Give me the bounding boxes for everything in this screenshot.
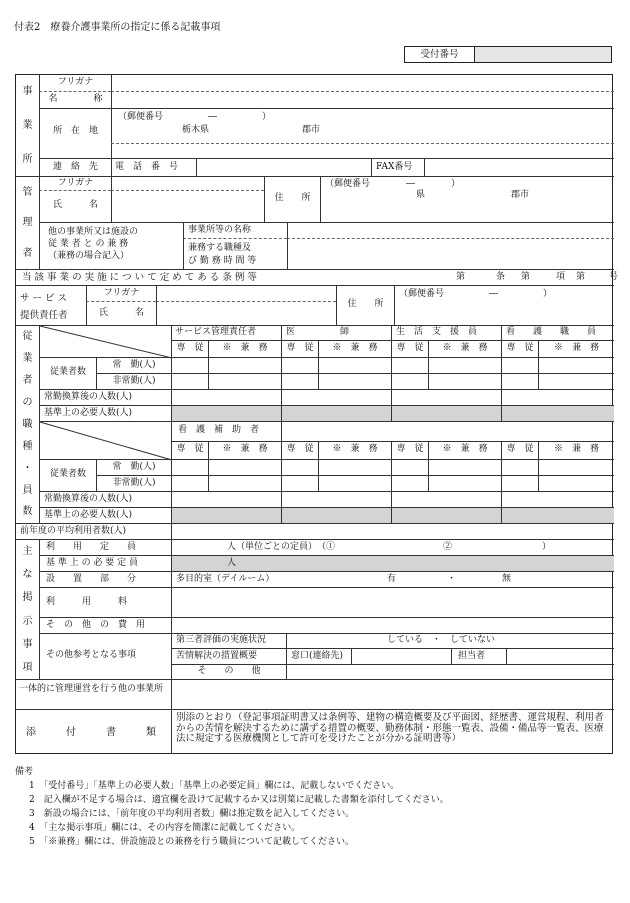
receipt-number bbox=[404, 46, 612, 63]
role-life-support: 生 活 支 援 員 bbox=[391, 325, 501, 340]
page-title: 付表2 療養介護事業所の指定に係る記載事項 bbox=[14, 22, 221, 33]
other-label: そ の 他 bbox=[171, 664, 286, 679]
main-char: 示 bbox=[22, 615, 33, 627]
na-full-label: 専 従 bbox=[171, 441, 208, 459]
role-nurse: 看 護 職 員 bbox=[501, 325, 614, 340]
count-cell[interactable] bbox=[501, 459, 538, 475]
converted-cell[interactable] bbox=[171, 389, 281, 405]
integrated-label: 一体的に管理運営を行う他の事業所 bbox=[16, 679, 171, 709]
option-dot: ・ bbox=[447, 574, 457, 584]
count-cell[interactable] bbox=[501, 373, 538, 389]
facility-field[interactable] bbox=[171, 571, 614, 587]
fulltime-label: 常 勤(人) bbox=[96, 357, 171, 373]
main-char: 事 bbox=[22, 638, 33, 650]
manager-city: 郡市 bbox=[511, 190, 530, 200]
count-cell[interactable] bbox=[171, 373, 208, 389]
ls-part-label: ※ 兼 務 bbox=[428, 340, 501, 357]
count-cell[interactable] bbox=[501, 357, 538, 373]
other-field[interactable] bbox=[286, 664, 614, 679]
window-field[interactable] bbox=[351, 648, 451, 664]
office-name-field[interactable] bbox=[111, 91, 614, 108]
count-cell[interactable] bbox=[391, 475, 428, 491]
ls-full-label: 専 従 bbox=[391, 340, 428, 357]
count-cell[interactable] bbox=[171, 357, 208, 373]
staff-header-corner-2 bbox=[39, 421, 171, 459]
staff-char: 者 bbox=[22, 375, 33, 387]
required-cell bbox=[501, 405, 614, 421]
converted-cell[interactable] bbox=[171, 491, 281, 507]
average-users-field[interactable] bbox=[171, 523, 614, 539]
office-address-label: 所 在 地 bbox=[39, 108, 111, 158]
manager-section-label bbox=[16, 176, 39, 269]
reg-text: 号 bbox=[609, 272, 619, 282]
capacity-label: 利 用 定 員 bbox=[39, 539, 171, 555]
count-cell[interactable] bbox=[281, 459, 318, 475]
office-postal: （郵便番号 ― ） bbox=[118, 112, 272, 122]
text-line: 従 業 者 と の 兼 務 bbox=[48, 239, 129, 249]
reg-text: 第 bbox=[576, 272, 586, 282]
main-char: 掲 bbox=[22, 592, 33, 604]
converted-cell[interactable] bbox=[391, 389, 501, 405]
reg-text: 第 bbox=[456, 272, 466, 282]
count-cell[interactable] bbox=[208, 475, 281, 491]
note-item: 2 記入欄が不足する場合は、適宜欄を設けて記載するか又は別葉に記載した書類を添付してください。 bbox=[29, 795, 449, 805]
std-capacity-field: 人 bbox=[171, 555, 614, 571]
converted-cell[interactable] bbox=[501, 491, 614, 507]
sm-part-label: ※ 兼 務 bbox=[208, 340, 281, 357]
manager-char: 管 bbox=[22, 186, 33, 198]
reg-text: 第 bbox=[521, 272, 531, 282]
other-fee-field[interactable] bbox=[171, 617, 614, 633]
staff-header-corner bbox=[39, 325, 171, 357]
count-cell[interactable] bbox=[538, 475, 614, 491]
count-cell[interactable] bbox=[281, 373, 318, 389]
manager-concurrent-job-field[interactable] bbox=[287, 238, 614, 269]
converted-cell[interactable] bbox=[281, 389, 391, 405]
manager-concurrent-name-label: 事業所等の名称 bbox=[183, 222, 287, 238]
other-ref-label: その他参考となる事項 bbox=[39, 633, 171, 679]
option-has[interactable]: 有 bbox=[387, 574, 397, 584]
required-label: 基準上の必要人数(人) bbox=[39, 405, 171, 421]
staff-char: 職 bbox=[22, 418, 33, 430]
sm-furigana-label: フリガナ bbox=[86, 285, 156, 301]
office-city: 郡市 bbox=[302, 125, 321, 135]
notes-heading: 備考 bbox=[15, 767, 34, 777]
average-users-label: 前年度の平均利用者数(人) bbox=[16, 523, 171, 539]
required-label-2: 基準上の必要人数(人) bbox=[39, 507, 171, 523]
manager-char: 者 bbox=[22, 248, 33, 260]
required-cell bbox=[171, 507, 281, 523]
converted-label-2: 常勤換算後の人数(人) bbox=[39, 491, 171, 507]
dr-part-label: ※ 兼 務 bbox=[318, 340, 391, 357]
sm-furigana-field[interactable] bbox=[156, 285, 336, 301]
text-line: 兼務する職種及 bbox=[188, 243, 252, 253]
manager-address-field[interactable] bbox=[320, 176, 614, 222]
staff-count-label-2: 従業者数 bbox=[39, 459, 96, 491]
count-cell[interactable] bbox=[281, 475, 318, 491]
converted-cell[interactable] bbox=[501, 389, 614, 405]
count-cell[interactable] bbox=[171, 459, 208, 475]
manager-furigana-field[interactable] bbox=[111, 176, 264, 190]
main-char: な bbox=[22, 569, 33, 581]
blank-header bbox=[281, 421, 614, 441]
office-tel-field[interactable] bbox=[196, 158, 371, 176]
office-char: 業 bbox=[22, 119, 33, 131]
sm-name-label: 氏 名 bbox=[86, 301, 156, 325]
notes bbox=[15, 765, 615, 849]
receipt-label: 受付番号 bbox=[405, 47, 475, 62]
sm-address-field[interactable] bbox=[394, 285, 614, 325]
regulation-label: 当 該 事 業 の 実 施 に つ い て 定 め て あ る 条 例 等 bbox=[16, 269, 441, 285]
integrated-field[interactable] bbox=[171, 679, 614, 709]
count-cell[interactable] bbox=[318, 373, 391, 389]
office-prefecture: 栃木県 bbox=[182, 125, 210, 135]
nu-part-label: ※ 兼 務 bbox=[538, 340, 614, 357]
b3-full-label: 専 従 bbox=[391, 441, 428, 459]
main-char: 主 bbox=[22, 546, 33, 558]
fee-label: 利 用 料 bbox=[39, 587, 171, 617]
count-cell[interactable] bbox=[318, 459, 391, 475]
option-none[interactable]: 無 bbox=[502, 574, 512, 584]
office-address-field[interactable] bbox=[111, 108, 614, 158]
role-service-manager: サービス管理責任者 bbox=[171, 325, 281, 340]
window-label: 窓口(連絡先) bbox=[286, 648, 351, 664]
reg-text: 条 bbox=[496, 272, 506, 282]
staff-count-label: 従業者数 bbox=[39, 357, 96, 389]
text-line: び 勤 務 時 間 等 bbox=[188, 256, 257, 266]
manager-furigana-label: フリガナ bbox=[39, 176, 111, 190]
count-cell[interactable] bbox=[538, 459, 614, 475]
office-tel-label: 電 話 番 号 bbox=[111, 158, 196, 176]
count-cell[interactable] bbox=[318, 357, 391, 373]
person-field[interactable] bbox=[506, 648, 614, 664]
sm-address-label: 住 所 bbox=[336, 285, 394, 325]
capacity-field[interactable]: 人（単位ごとの定員） （① ② ） bbox=[171, 539, 614, 555]
application-form bbox=[15, 74, 619, 754]
sm-full-label: 専 従 bbox=[171, 340, 208, 357]
note-item: 3 新設の場合には、「前年度の平均利用者数」欄は推定数を記入してください。 bbox=[29, 809, 355, 819]
staff-char: 員 bbox=[22, 484, 33, 496]
other-fee-label: そ の 他 の 費 用 bbox=[39, 617, 171, 633]
staff-char: 数 bbox=[22, 506, 33, 518]
office-char: 事 bbox=[22, 86, 33, 98]
role-doctor: 医 師 bbox=[281, 325, 391, 340]
nu-full-label: 専 従 bbox=[501, 340, 538, 357]
manager-char: 理 bbox=[22, 217, 33, 229]
converted-label: 常勤換算後の人数(人) bbox=[39, 389, 171, 405]
count-cell[interactable] bbox=[171, 475, 208, 491]
dr-full-label: 専 従 bbox=[281, 340, 318, 357]
b2-full-label: 専 従 bbox=[281, 441, 318, 459]
attach-text: 別添のとおり（登記事項証明書又は条例等、建物の構造概要及び平面図、経歴書、運営規程、利用者からの苦情を解決するために講ずる措置の概要、勤務体制・形態一覧表、設備・備品等一覧表、医療法に規定する医療機関として許可を受けたことが分かる証明書等） bbox=[171, 709, 614, 754]
eval-label: 第三者評価の実施状況 bbox=[171, 633, 286, 648]
parttime-label: 非常勤(人) bbox=[96, 373, 171, 389]
office-furigana-label: フリガナ bbox=[39, 75, 111, 91]
staff-char: 種 bbox=[22, 440, 33, 452]
count-cell[interactable] bbox=[428, 475, 501, 491]
main-section-label bbox=[16, 539, 39, 679]
b4-full-label: 専 従 bbox=[501, 441, 538, 459]
regulation-article-field[interactable] bbox=[441, 269, 619, 285]
dayroom-label: 多目的室（デイルーム） bbox=[176, 574, 275, 584]
office-section-label bbox=[16, 75, 39, 176]
sm-name-field[interactable] bbox=[156, 301, 336, 325]
divider bbox=[111, 143, 614, 144]
b2-part-label: ※ 兼 務 bbox=[318, 441, 391, 459]
text-line: （兼務の場合記入） bbox=[48, 251, 130, 261]
diagonal-line bbox=[40, 326, 172, 358]
converted-cell[interactable] bbox=[391, 491, 501, 507]
main-char: 項 bbox=[22, 661, 33, 673]
staff-char: 業 bbox=[22, 353, 33, 365]
note-item: 1 「受付番号」「基準上の必要人数」「基準上の必要定員」欄には、記載しないでください。 bbox=[29, 781, 400, 791]
attach-label: 添 付 書 類 bbox=[16, 709, 171, 754]
count-cell[interactable] bbox=[391, 357, 428, 373]
converted-cell[interactable] bbox=[281, 491, 391, 507]
facility-label: 設 置 部 分 bbox=[39, 571, 171, 587]
std-capacity-label: 基 準 上 の 必 要 定 員 bbox=[39, 555, 171, 571]
complaint-label: 苦情解決の措置概要 bbox=[171, 648, 286, 664]
office-fax-field[interactable] bbox=[424, 158, 614, 176]
staff-char: ・ bbox=[22, 462, 33, 474]
count-cell[interactable] bbox=[281, 357, 318, 373]
count-cell[interactable] bbox=[208, 357, 281, 373]
note-item: 5 「※兼務」欄には、併設施設との兼務を行う職員について記載してください。 bbox=[29, 837, 355, 847]
count-cell[interactable] bbox=[538, 357, 614, 373]
na-part-label: ※ 兼 務 bbox=[208, 441, 281, 459]
role-nurse-aide: 看 護 補 助 者 bbox=[171, 421, 281, 441]
count-cell[interactable] bbox=[391, 459, 428, 475]
manager-name-label: 氏 名 bbox=[39, 190, 111, 222]
note-item: 4 「主な掲示事項」欄には、その内容を簡潔に記載してください。 bbox=[29, 823, 301, 833]
count-cell[interactable] bbox=[501, 475, 538, 491]
manager-concurrent-job-label bbox=[183, 238, 287, 269]
staff-char: 従 bbox=[22, 331, 33, 343]
count-cell[interactable] bbox=[208, 373, 281, 389]
staff-section-label bbox=[16, 325, 39, 523]
manager-prefecture: 県 bbox=[416, 190, 426, 200]
manager-concurrent-name-field[interactable] bbox=[287, 222, 614, 238]
count-cell[interactable] bbox=[208, 459, 281, 475]
count-cell[interactable] bbox=[318, 475, 391, 491]
text-line: 提供責任者 bbox=[20, 310, 68, 321]
b3-part-label: ※ 兼 務 bbox=[428, 441, 501, 459]
staff-char: の bbox=[22, 397, 33, 409]
required-cell bbox=[501, 507, 614, 523]
text-line: サ ー ビ ス bbox=[20, 293, 68, 304]
required-cell bbox=[391, 507, 501, 523]
manager-postal: （郵便番号 ― ） bbox=[325, 179, 461, 189]
sm-postal: （郵便番号 ― ） bbox=[399, 289, 553, 299]
office-contact-label: 連 絡 先 bbox=[39, 158, 111, 176]
manager-address-label: 住 所 bbox=[264, 176, 320, 222]
fee-field[interactable] bbox=[171, 587, 614, 617]
required-cell bbox=[281, 405, 391, 421]
office-name-label: 名 称 bbox=[39, 91, 111, 108]
office-fax-label: FAX番号 bbox=[371, 158, 424, 176]
manager-name-field[interactable] bbox=[111, 190, 264, 222]
manager-concurrent-label bbox=[39, 222, 183, 269]
service-manager-label bbox=[16, 285, 86, 325]
text-line: 他の事業所又は施設の bbox=[48, 227, 139, 237]
count-cell[interactable] bbox=[428, 357, 501, 373]
count-cell[interactable] bbox=[428, 459, 501, 475]
count-cell[interactable] bbox=[538, 373, 614, 389]
reg-text: 項 bbox=[556, 272, 566, 282]
fulltime-label-2: 常 勤(人) bbox=[96, 459, 171, 475]
count-cell[interactable] bbox=[391, 373, 428, 389]
diagonal-line bbox=[40, 422, 172, 460]
person-label: 担当者 bbox=[451, 648, 506, 664]
office-furigana-field[interactable] bbox=[111, 75, 614, 91]
b4-part-label: ※ 兼 務 bbox=[538, 441, 614, 459]
office-char: 所 bbox=[22, 153, 33, 165]
receipt-number-field[interactable] bbox=[475, 47, 611, 62]
eval-field[interactable]: している ・ していない bbox=[286, 633, 614, 648]
required-cell bbox=[171, 405, 281, 421]
parttime-label-2: 非常勤(人) bbox=[96, 475, 171, 491]
count-cell[interactable] bbox=[428, 373, 501, 389]
required-cell bbox=[391, 405, 501, 421]
required-cell bbox=[281, 507, 391, 523]
